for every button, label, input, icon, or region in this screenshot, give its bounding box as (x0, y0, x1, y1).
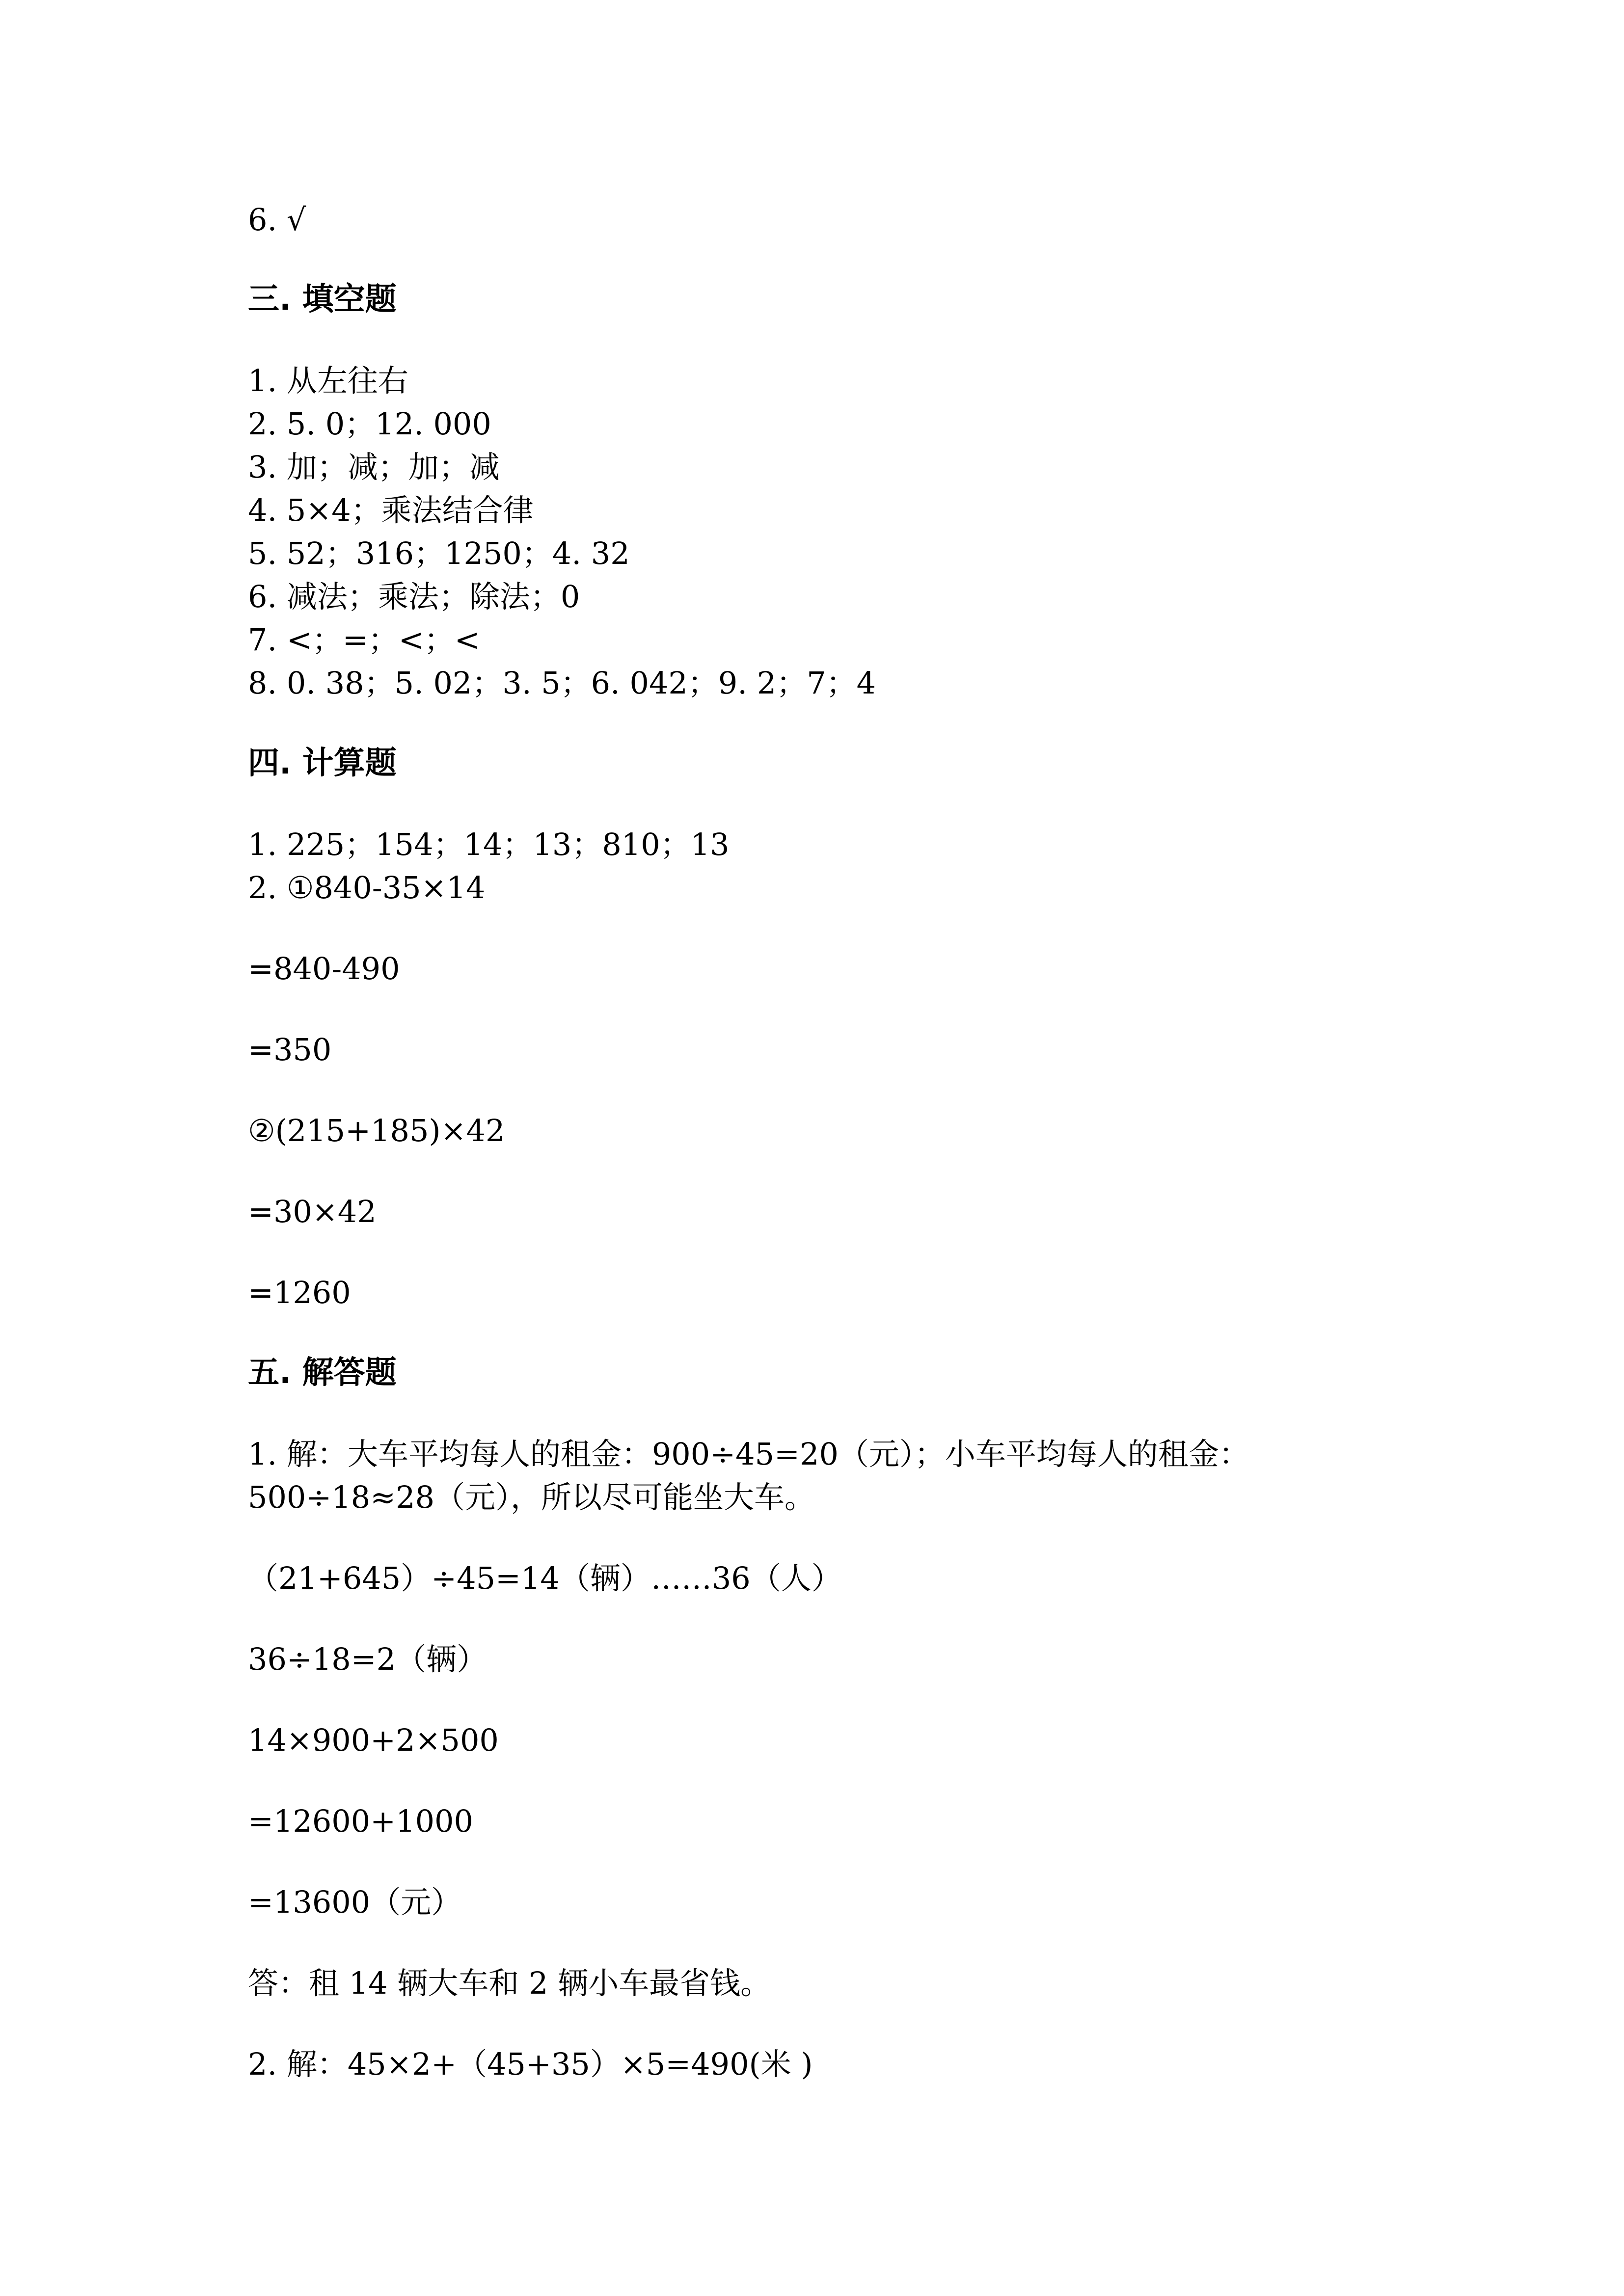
answer-line: 4. 5×4；乘法结合律 (248, 492, 534, 528)
answer-line: 1. 解：大车平均每人的租金：900÷45=20（元）；小车平均每人的租金： (248, 1436, 1249, 1472)
final-answer: 答：租 14 辆大车和 2 辆小车最省钱。 (248, 1965, 771, 2001)
calculation-step: =13600（元） (248, 1884, 462, 1920)
answer-line: 3. 加；减；加；减 (248, 449, 500, 485)
answer-line: 1. 从左往右 (248, 363, 408, 399)
calculation-step: 36÷18=2（辆） (248, 1641, 487, 1677)
section-heading-fill-blank: 三. 填空题 (248, 281, 397, 318)
answer-line: 1. 225；154；14；13；810；13 (248, 827, 730, 862)
section-heading-calculation: 四. 计算题 (248, 745, 397, 781)
answer-line: 5. 52；316；1250；4. 32 (248, 535, 630, 571)
answer-line: 2. 5. 0；12. 000 (248, 406, 491, 442)
answer-line: 7. <；=；<；< (248, 622, 480, 658)
calculation-step: =12600+1000 (248, 1803, 473, 1839)
answer-line: 6. 减法；乘法；除法；0 (248, 579, 580, 614)
calculation-step: =350 (248, 1032, 332, 1068)
calculation-step: =30×42 (248, 1194, 377, 1229)
section-heading-word-problems: 五. 解答题 (248, 1355, 397, 1391)
calculation-step: （21+645）÷45=14（辆）……36（人） (248, 1560, 842, 1596)
calculation-step: =840-490 (248, 951, 400, 987)
answer-line: 500÷18≈28（元），所以尽可能坐大车。 (248, 1479, 815, 1515)
calculation-step: ②(215+185)×42 (248, 1113, 505, 1148)
calculation-step: =1260 (248, 1275, 351, 1310)
answer-line: 8. 0. 38；5. 02；3. 5；6. 042；9. 2；7；4 (248, 665, 876, 701)
answer-line: 2. 解：45×2+（45+35）×5=490(米 ) (248, 2046, 813, 2082)
calculation-step: 14×900+2×500 (248, 1722, 499, 1758)
answer-line: 6. √ (248, 202, 306, 238)
answer-line: 2. ①840-35×14 (248, 870, 486, 906)
